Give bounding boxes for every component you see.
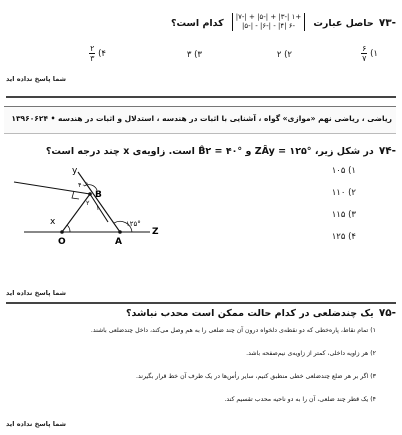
option-number: ۳) [194,50,202,60]
question-75-stem [126,304,396,321]
expr-bottom-outer: ۶- [288,21,296,30]
option-number: ۴) [98,49,106,59]
math-expression [232,13,306,31]
label-1: ۱ [96,204,100,212]
expr-top-outer: ۱+ [291,12,302,21]
question-text-end: کدام است؟ [170,18,224,29]
option-number: ۱) [370,49,378,59]
fraction-denominator: ۷ [362,54,367,63]
question-73-stem [171,10,396,32]
q74-option-4[interactable]: ۴) ۱۲۵ [331,232,356,242]
q74-option-2[interactable]: ۲) ۱۱۰ [331,188,356,198]
question-number: -۷۳ [378,17,396,29]
no-answer-note: شما پاسخ نداده اید [6,75,66,83]
q74-option-3[interactable]: ۳) ۱۱۵ [331,210,356,220]
expr-top: |۷-| + |۵-| + |۳-| [235,12,290,21]
question-number: -۷۴ [378,145,396,157]
fraction [89,44,95,63]
angle-arc-x [67,225,70,232]
label-Z: Z [152,227,159,237]
no-answer-note: شما پاسخ نداده اید [6,289,66,297]
geometry-figure [8,160,168,248]
no-answer-note: شما پاسخ نداده اید [6,420,66,428]
q73-option-3[interactable] [187,50,202,60]
question-text: یک چندضلعی در کدام حالت ممکن است محدب نباشد؟ [126,308,374,319]
question-text: در شکل زیر، °۱۲۵ = ZÂy و °۴۰ = B̂۲ است. زاویه‌ی x چند درجه است؟ [45,146,374,157]
option-text: ۳ [186,50,192,60]
section-header: ریاضی ، ریاضی نهم «موازی» گواه ، آشنایی با اثبات در هندسه ، استدلال و اثبات در هندسه • ۱۳۹۶۰۶۲۴ [11,114,392,123]
q73-option-4[interactable] [89,44,106,63]
fraction [361,44,367,63]
fraction-denominator: ۳ [90,54,95,63]
point-A [118,230,122,234]
label-O: O [58,237,66,247]
divider [6,96,396,98]
label-x: x [50,217,56,227]
label-2: ۲ [86,199,90,207]
label-B: B [95,190,102,200]
label-A: A [115,237,122,247]
q75-option-2[interactable]: ۲) هر زاویه داخلی، کمتر از زاویه‌ی نیم‌صفحه باشد. [246,350,376,357]
expr-bottom: |۵-| - |۶-| - |۴| [242,21,287,30]
q75-option-4[interactable]: ۴) یک قطر چند ضلعی، آن را به دو ناحیه محدب تقسیم کند. [224,396,376,403]
question-number: -۷۵ [378,307,396,319]
label-y: y [72,166,78,176]
option-text: ۲ [276,50,282,60]
fraction-numerator: ۲ [90,44,95,53]
q73-option-2[interactable] [277,50,292,60]
q74-option-1[interactable]: ۱) ۱۰۵ [331,166,356,176]
option-number: ۲) [284,50,292,60]
label-125: ۱۲۵° [126,220,141,228]
question-74-stem [46,142,396,159]
point-O [60,230,64,234]
q75-option-1[interactable]: ۱) تمام نقاط، پاره‌خطی که دو نقطه‌ی دلخواه درون آن چند ضلعی را به هم وصل می‌کند، داخل چندضلعی باشند. [90,327,376,334]
label-40: ۴۰° [78,181,89,189]
question-text: حاصل عبارت [313,18,374,29]
q75-option-3[interactable]: ۳) اگر بر هر ضلع چندضلعی خطی منطبق کنیم، سایر رأس‌ها در یک طرف آن خط قرار بگیرند. [136,373,376,380]
fraction-numerator: ۶ [362,44,367,53]
point-B [88,192,92,196]
q73-option-1[interactable] [361,44,378,63]
